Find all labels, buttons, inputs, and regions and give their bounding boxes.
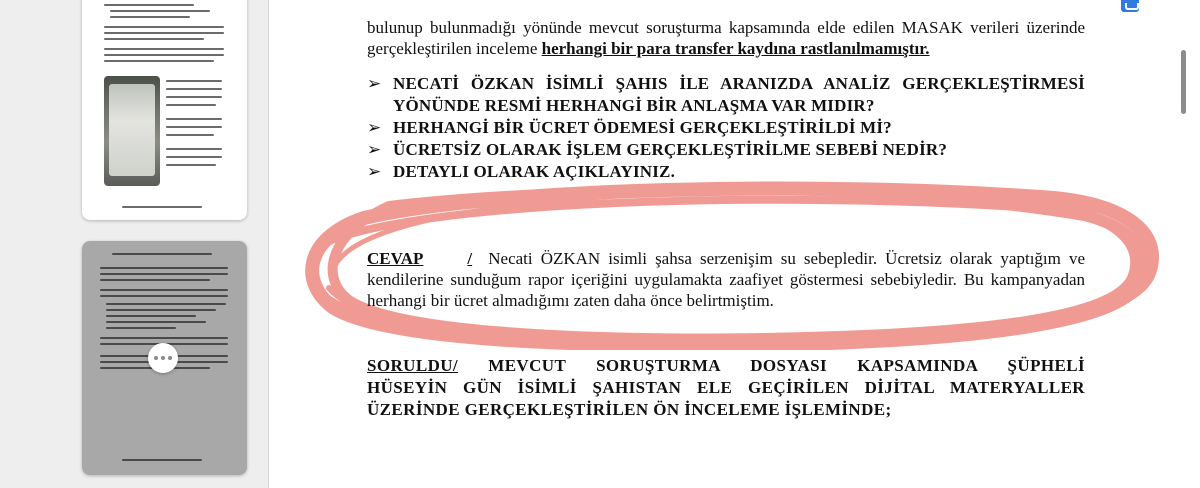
page-thumbnail-2[interactable] [82,241,247,475]
intro-emphasis: herhangi bir para transfer kaydına rastlanılmamıştır. [541,39,930,58]
question-item [367,73,1085,117]
bookmark-icon[interactable] [1121,0,1139,12]
arrow-bullet-icon: ➢ [367,140,382,159]
arrow-bullet-icon: ➢ [367,74,382,93]
page-thumbnail-1[interactable] [82,0,247,220]
arrow-bullet-icon: ➢ [367,162,382,181]
document-page [268,0,1200,488]
question-item [367,161,1085,183]
thumbnail-photo [104,76,160,186]
scrollbar[interactable] [1181,50,1186,114]
question-item [367,139,1085,161]
answer-label: CEVAP [367,249,424,268]
question-list [367,73,1085,183]
answer-paragraph [367,248,1085,311]
arrow-bullet-icon: ➢ [367,118,382,137]
section-heading [367,355,1085,421]
answer-text: Necati ÖZKAN isimli şahsa serzenişim su sebepledir. Ücretsiz olarak yaptığım ve kendilerine sunduğum rapor içeriğini uygulamakta zaafiyet göstermesi sebebiyledir. Bu kampanyadan herhangi bir ücret almadığımı zaten daha önce belirtmiştim. [367,249,1085,310]
question-text: NECATİ ÖZKAN İSİMLİ ŞAHIS İLE ARANIZDA ANALİZ GERÇEKLEŞTİRMESİ YÖNÜNDE RESMİ HERHANGİ BİR ANLAŞMA VAR MIDIR? [393,74,1085,115]
question-item [367,117,1085,139]
section-text: MEVCUT SORUŞTURMA DOSYASI KAPSAMINDA ŞÜPHELİ [488,356,1085,375]
question-text: HERHANGİ BİR ÜCRET ÖDEMESİ GERÇEKLEŞTİRİLDİ Mİ? [393,118,892,137]
answer-separator: / [467,249,473,268]
question-text: ÜCRETSİZ OLARAK İŞLEM GERÇEKLEŞTİRİLME SEBEBİ NEDİR? [393,140,948,159]
section-line-1 [367,355,1085,377]
section-line-2: HÜSEYİN GÜN İSİMLİ ŞAHISTAN ELE GEÇİRİLEN DİJİTAL MATERYALLER [367,378,1085,397]
intro-paragraph [367,17,1085,59]
thumbnail-sidebar [0,0,268,488]
section-label: SORULDU/ [367,356,459,375]
question-text: DETAYLI OLARAK AÇIKLAYINIZ. [393,162,676,181]
more-options-icon[interactable] [148,343,178,373]
section-line-3: ÜZERİNDE GERÇEKLEŞTİRİLEN ÖN İNCELEME İŞLEMİNDE; [367,400,892,419]
intro-text: bulunup bulunmadığı yönünde mevcut soruşturma kapsamında elde edilen MASAK verileri üzerinde gerçekleştirilen inceleme [367,18,1085,58]
